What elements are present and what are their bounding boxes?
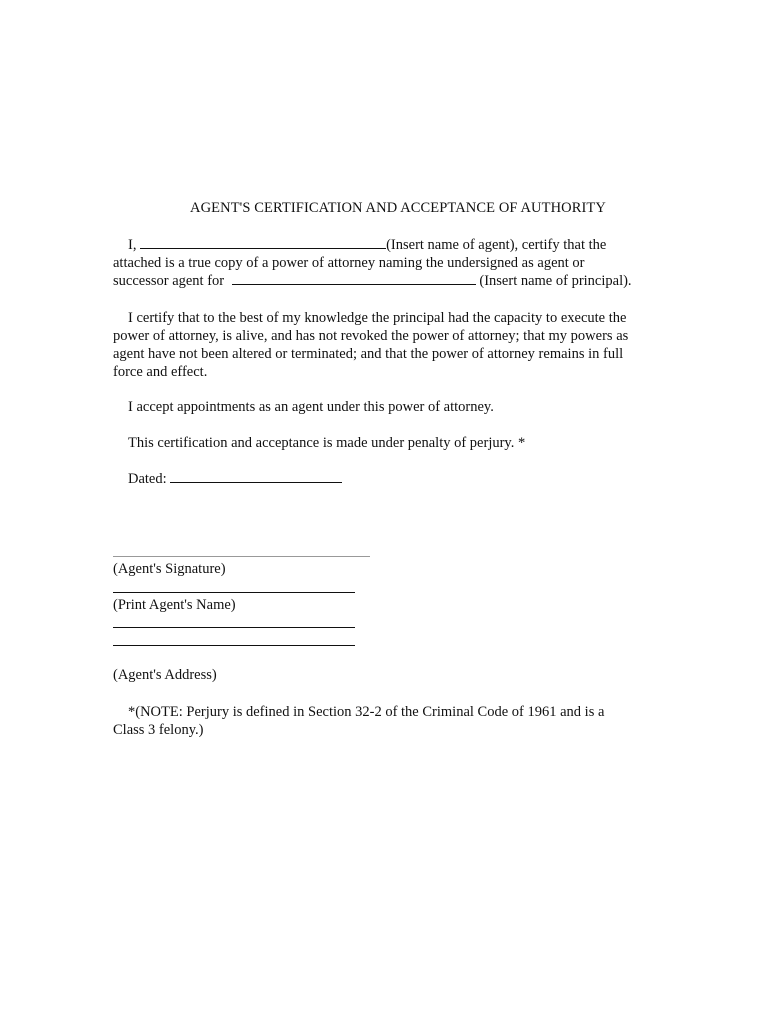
perjury-note: [113, 703, 658, 739]
para2-line1: I certify that to the best of my knowledge the principal had the capacity to execute the: [128, 310, 627, 326]
dated-label: Dated:: [128, 471, 167, 487]
note-line2: Class 3 felony.): [113, 722, 204, 738]
principal-name-blank[interactable]: [232, 272, 476, 285]
para1-line1: I, (Insert name of agent), certify that the: [128, 237, 607, 253]
para1-line2: attached is a true copy of a power of attorney naming the undersigned as agent or: [113, 255, 585, 271]
acceptance-paragraph: I accept appointments as an agent under this power of attorney.: [128, 399, 494, 415]
para1-line3: successor agent for (Insert name of principal).: [113, 273, 632, 289]
para2-line2: power of attorney, is alive, and has not revoked the power of attorney; that my powers as: [113, 328, 629, 344]
para2-line4: force and effect.: [113, 364, 208, 380]
agent-signature-label: (Agent's Signature): [113, 561, 226, 577]
capacity-paragraph: [113, 309, 658, 381]
perjury-statement: This certification and acceptance is made under penalty of perjury. *: [128, 435, 526, 451]
agent-signature-line[interactable]: [113, 556, 370, 557]
address-line-1[interactable]: [113, 627, 355, 628]
agent-name-blank[interactable]: [140, 236, 386, 249]
date-blank[interactable]: [170, 470, 342, 483]
address-line-2[interactable]: [113, 645, 355, 646]
dated-line: [113, 470, 658, 488]
certification-paragraph: [113, 236, 658, 290]
para2-line3: agent have not been altered or terminated; and that the power of attorney remains in full: [113, 346, 624, 362]
print-name-label: (Print Agent's Name): [113, 597, 236, 613]
print-name-line[interactable]: [113, 592, 355, 593]
agent-address-label: (Agent's Address): [113, 667, 217, 683]
document-title: AGENT'S CERTIFICATION AND ACCEPTANCE OF AUTHORITY: [190, 200, 606, 216]
note-line1: *(NOTE: Perjury is defined in Section 32-2 of the Criminal Code of 1961 and is a: [128, 704, 605, 720]
